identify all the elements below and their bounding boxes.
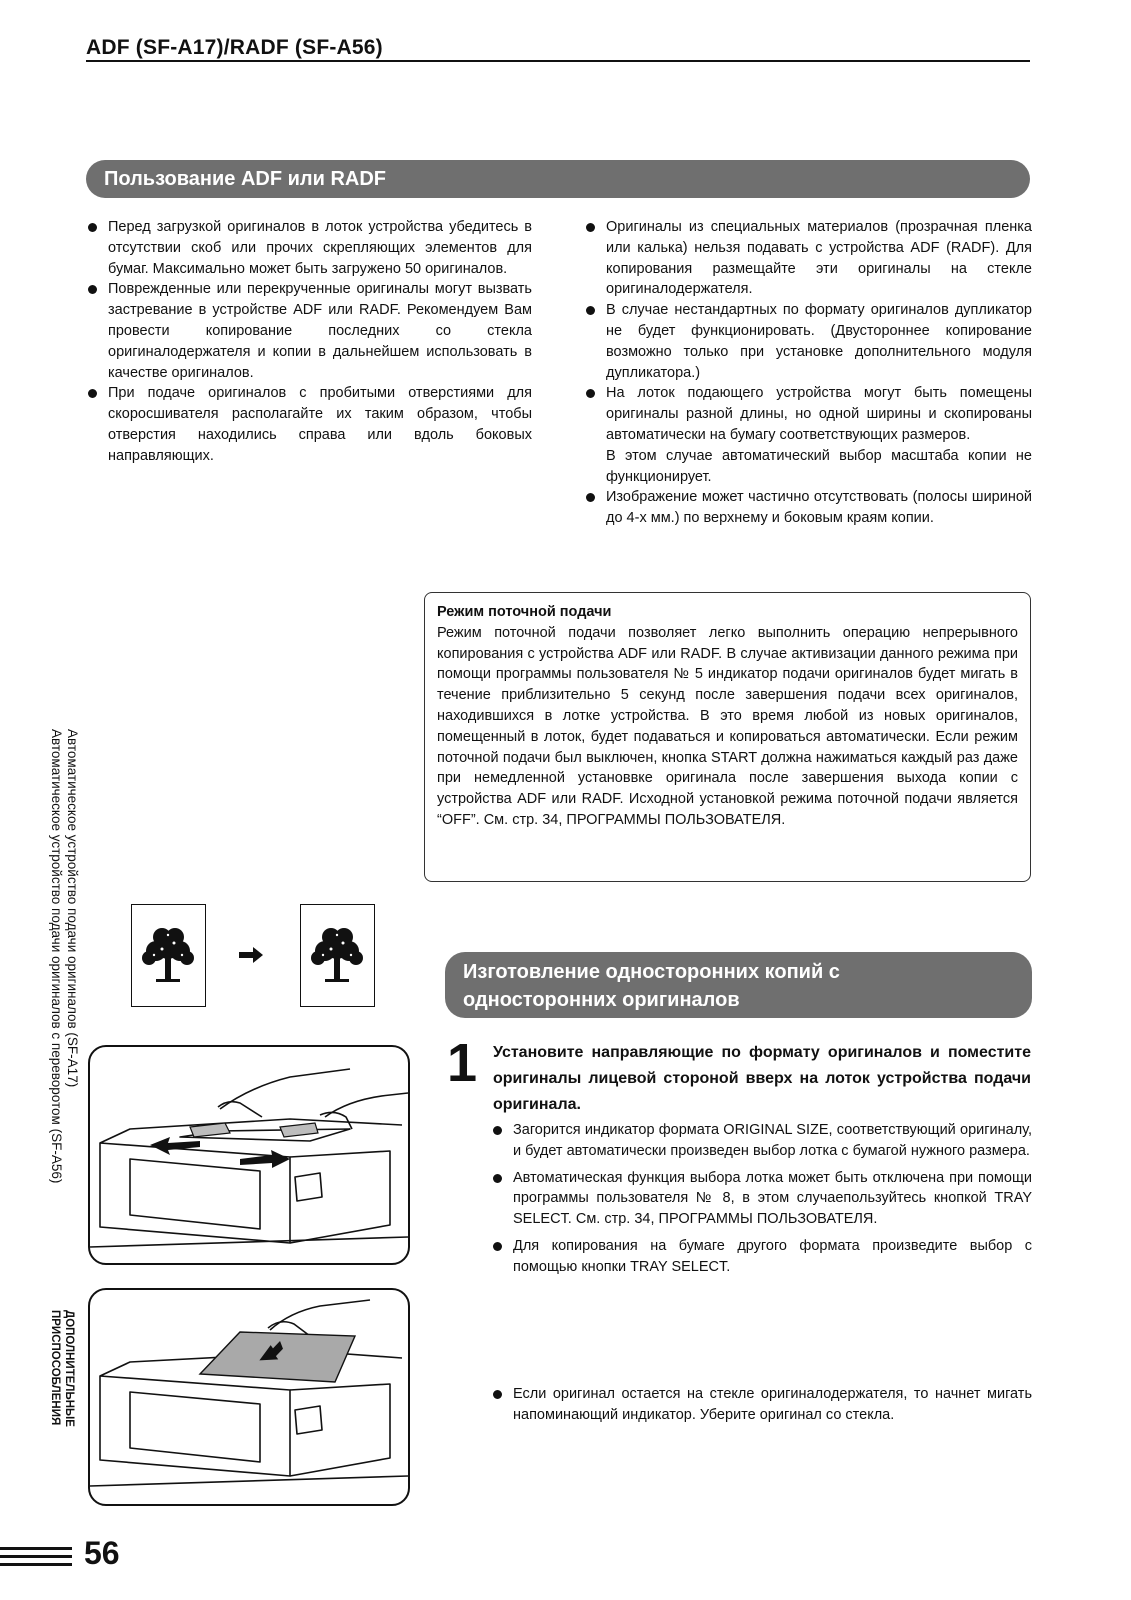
side-caption-line: Автоматическое устройство подачи оригиналов с переворотом (SF-A56) bbox=[49, 729, 64, 1184]
list-item: Оригиналы из специальных материалов (прозрачная пленка или калька) нельзя подавать с устройства ADF (RADF). Для копирования размещайте эти оригиналы на стекле оригиналодержателя. bbox=[584, 217, 1032, 300]
adf-load-originals-illustration bbox=[88, 1288, 410, 1506]
side-caption bbox=[40, 729, 80, 1239]
page-header-title: ADF (SF-A17)/RADF (SF-A56) bbox=[86, 36, 383, 59]
adf-guide-adjust-illustration bbox=[88, 1045, 410, 1265]
stream-feed-note-box bbox=[424, 592, 1031, 882]
side-chapter-line: ДОПОЛНИТЕЛЬНЫЕ bbox=[63, 1310, 75, 1427]
right-column bbox=[584, 217, 1032, 529]
list-item: Для копирования на бумаге другого формата произведите выбор с помощью кнопки TRAY SELECT. bbox=[491, 1236, 1032, 1278]
side-caption-line: Автоматическое устройство подачи оригиналов (SF-A17) bbox=[65, 729, 80, 1088]
side-chapter-line: ПРИСПОСОБЛЕНИЯ bbox=[49, 1310, 61, 1426]
tree-icon bbox=[132, 905, 205, 1006]
list-item: При подаче оригиналов с пробитыми отверстиями для скоросшивателя располагайте их таким образом, чтобы отверстия находились справа или вдоль боковых направляющих. bbox=[86, 383, 532, 466]
adf-machine-drawing bbox=[90, 1047, 408, 1263]
left-column bbox=[86, 217, 532, 467]
left-bullet-list bbox=[86, 217, 532, 467]
copy-sheet-illustration bbox=[300, 904, 375, 1007]
step-instruction: Установите направляющие по формату оригиналов и поместите оригиналы лицевой стороной вверх на лоток устройства подачи оригинала. bbox=[493, 1044, 1031, 1113]
scale-note: В этом случае автоматический выбор масштаба копии не функционирует. bbox=[606, 447, 1032, 485]
list-item: Поврежденные или перекрученные оригиналы могут вызвать застревание в устройстве ADF или RADF. Рекомендуем Вам провести копирование последних со стекла оригиналодержателя и копии в дальнейшем использовать в качестве оригиналов. bbox=[86, 279, 532, 383]
list-item: В случае нестандартных по формату оригиналов дупликатор не будет функционировать. (Двустороннее копирование возможно только при установке дополнительного модуля дупликатора.) bbox=[584, 300, 1032, 383]
section-title-line: односторонних оригиналов bbox=[463, 989, 740, 1011]
page-number-rule bbox=[0, 1547, 72, 1550]
list-item: Автоматическая функция выбора лотка может быть отключена при помощи программы пользователя № 8, в этом случаепользуйтесь кнопкой TRAY SELECT. См. стр. 34, ПРОГРАММЫ ПОЛЬЗОВАТЕЛЯ. bbox=[491, 1168, 1032, 1230]
step-bullets bbox=[491, 1120, 1032, 1284]
list-item: Если оригинал остается на стекле оригиналодержателя, то начнет мигать напоминающий индикатор. Уберите оригинал со стекла. bbox=[491, 1384, 1032, 1426]
header-rule bbox=[86, 60, 1030, 62]
right-bullet-list-2 bbox=[584, 487, 1032, 529]
list-item: На лоток подающего устройства могут быть помещены оригиналы разной длины, но одной ширины и скопированы автоматически на бумагу соответствующих размеров. bbox=[584, 383, 1032, 445]
step-bullet-list bbox=[491, 1120, 1032, 1278]
step-bullets-reminder bbox=[491, 1384, 1032, 1426]
section-title-line: Изготовление односторонних копий с bbox=[463, 961, 840, 983]
page-number: 56 bbox=[84, 1535, 120, 1571]
section-title-adf-usage: Пользование ADF или RADF bbox=[86, 160, 1030, 198]
adf-machine-drawing bbox=[90, 1290, 408, 1504]
original-sheet-illustration bbox=[131, 904, 206, 1007]
list-item: Перед загрузкой оригиналов в лоток устройства убедитесь в отсутствии скоб или прочих скрепляющих элементов для бумаг. Максимально может быть загружено 50 оригиналов. bbox=[86, 217, 532, 279]
section-title-one-sided-copies bbox=[445, 952, 1032, 1018]
list-item: Изображение может частично отсутствовать (полосы шириной до 4-х мм.) по верхнему и боковым краям копии. bbox=[584, 487, 1032, 529]
step-number: 1 bbox=[447, 1033, 478, 1093]
note-body: Режим поточной подачи позволяет легко выполнить операцию непрерывного копирования с устройства ADF или RADF. В случае активизации данного режима при помощи программы пользователя № 5 индикатор подачи оригиналов будет мигать в течение приблизительно 5 секунд после завершения подачи всех оригиналов, находившихся в лотке устройства. В это время любой из новых оригиналов, помещенный в лоток, будет подаваться и копироваться автоматически. Если режим поточной подачи был выключен, кнопка START должна нажиматься каждый раз даже при немедленной установвке оригинала после завершения выхода копии с устройства ADF или RADF. Исходной установкой режима поточной подачи является “OFF”. См. стр. 34, ПРОГРАММЫ ПОЛЬЗОВАТЕЛЯ. bbox=[437, 624, 1018, 828]
arrow-right-icon bbox=[237, 946, 265, 969]
page-number-rule bbox=[0, 1563, 72, 1566]
page-number-rule bbox=[0, 1555, 72, 1558]
note-title: Режим поточной подачи bbox=[437, 604, 612, 620]
list-item: Загорится индикатор формата ORIGINAL SIZE, соответствующий оригиналу, и будет автоматически произведен выбор лотка с бумагой нужного размера. bbox=[491, 1120, 1032, 1162]
tree-icon bbox=[301, 905, 374, 1006]
step-bullet-list-2 bbox=[491, 1384, 1032, 1426]
side-chapter-label bbox=[40, 1310, 76, 1440]
right-bullet-list bbox=[584, 217, 1032, 446]
